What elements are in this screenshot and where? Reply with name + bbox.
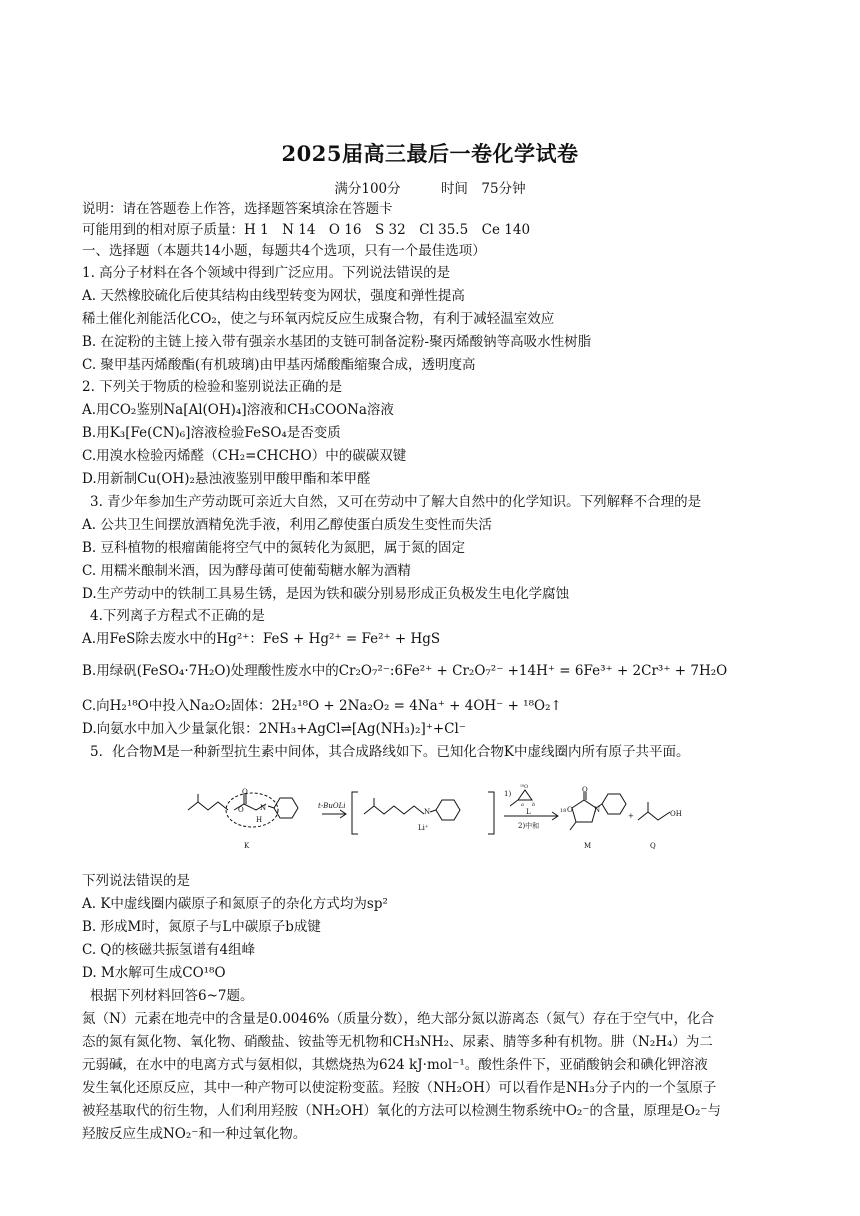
label-q: Q: [650, 842, 656, 850]
q1-option-b: B. 在淀粉的主链上接入带有强亲水基团的支链可制备淀粉-聚丙烯酸钠等高吸水性树脂: [82, 334, 592, 350]
oxazolidinone-M: [572, 800, 596, 822]
q5-option-b: B. 形成M时，氮原子与L中碳原子b成键: [82, 919, 321, 935]
q4-option-a: A.用FeS除去废水中的Hg²⁺：FeS + Hg²⁺ = Fe²⁺ + HgS: [82, 631, 441, 647]
intermediate-phenyl-ring: [436, 800, 460, 820]
q3-option-a: A. 公共卫生间摆放酒精免洗手液，利用乙醇使蛋白质发生变性而失活: [82, 517, 492, 533]
epoxide-18o: ¹⁸O: [520, 784, 529, 790]
k-atom-o-carbonyl: O: [242, 788, 248, 796]
isobutanol-Q: [638, 812, 670, 820]
k-atom-h: H: [256, 816, 263, 824]
k-atom-o: O: [238, 806, 244, 814]
k-atom-n: N: [260, 804, 267, 812]
q2-option-d: D.用新制Cu(OH)₂悬浊液鉴别甲酸甲酯和苯甲醛: [82, 471, 371, 487]
exam-meta: [0, 177, 860, 197]
label-a: a: [521, 802, 524, 808]
q3-option-c: C. 用糯米酿制米酒，因为酵母菌可使葡萄糖水解为酒精: [82, 563, 411, 579]
synthesis-scheme: [180, 784, 682, 862]
k-phenyl-ring: [274, 798, 298, 818]
q3-stem: 3. 青少年参加生产劳动既可亲近大自然，又可在劳动中了解大自然中的化学知识。下列解释不合理的是: [90, 494, 702, 510]
section-heading: 一、选择题（本题共14小题，每题共4个选项，只有一个最佳选项）: [82, 243, 486, 259]
passage-intro: 根据下列材料回答6~7题。: [90, 988, 254, 1004]
q2-option-c: C.用溴水检验丙烯醛（CH₂=CHCHO）中的碳碳双键: [82, 448, 407, 464]
intermediate-atom-n: N: [424, 808, 431, 816]
page-title: 2025届高三最后一卷化学试卷: [281, 141, 579, 166]
step-2-label: 2)中和: [518, 822, 540, 830]
q4-option-b: B.用绿矾(FeSO₄·7H₂O)处理酸性废水中的Cr₂O₇²⁻:6Fe²⁺ + Cr₂O₇²⁻ +14H⁺ = 6Fe³⁺ + 2Cr³⁺ + 7H₂O: [82, 663, 728, 679]
q2-option-b: B.用K₃[Fe(CN)₆]溶液检验FeSO₄是否变质: [82, 425, 341, 441]
k-dashed-circle: [226, 793, 278, 827]
passage-line: 发生氧化还原反应，其中一种产物可以使淀粉变蓝。羟胺（NH₂OH）可以看作是NH₃分子内的一个氢原子: [82, 1080, 717, 1096]
arrow-1: [322, 810, 346, 818]
q1-extra-line: 稀土催化剂能活化CO₂，使之与环氧丙烷反应生成聚合物，有利于减轻温室效应: [82, 311, 555, 327]
m-atom-o-carbonyl: O: [582, 786, 588, 794]
intermediate-atom-li: Li⁺: [418, 824, 429, 832]
reagent-tbuoli: t-BuOLi: [318, 802, 346, 810]
instructions: 说明：请在答题卷上作答，选择题答案填涂在答题卡: [82, 201, 393, 217]
q2-stem: 2. 下列关于物质的检验和鉴别说法正确的是: [82, 379, 343, 395]
q5-stem: 5．化合物M是一种新型抗生素中间体，其合成路线如下。已知化合物K中虚线圈内所有原子共平面。: [90, 744, 690, 760]
q5-option-c: C. Q的核磁共振氢谱有4组峰: [82, 942, 256, 958]
q1-stem: 1. 高分子材料在各个领域中得到广泛应用。下列说法错误的是: [82, 265, 451, 281]
q4-stem: 4.下列离子方程式不正确的是: [90, 608, 265, 624]
atomic-masses: 可能用到的相对原子质量：H 1 N 14 O 16 S 32 Cl 35.5 Ce 140: [82, 222, 531, 238]
k-isobutyl-chain: [188, 802, 228, 810]
time-limit: 时间 75分钟: [440, 181, 526, 197]
m-label-18: 18: [560, 808, 567, 814]
q4-option-c: C.向H₂¹⁸O中投入Na₂O₂固体：2H₂¹⁸O + 2Na₂O₂ = 4Na⁺ + 4OH⁻ + ¹⁸O₂↑: [82, 698, 562, 714]
arrow-2: [504, 812, 558, 820]
q-atom-oh: OH: [670, 810, 682, 818]
q5-option-d: D. M水解可生成CO¹⁸O: [82, 965, 226, 981]
q2-option-a: A.用CO₂鉴别Na[Al(OH)₄]溶液和CH₃COONa溶液: [82, 402, 394, 418]
m-phenyl-ring: [602, 794, 626, 814]
epoxide-L: [518, 790, 532, 800]
full-score: 满分100分: [334, 181, 401, 197]
intermediate-chain: [364, 806, 424, 814]
q1-option-a: A. 天然橡胶硫化后使其结构由线型转变为网状，强度和弹性提高: [82, 288, 465, 304]
passage-line: 态的氮有氮化物、氧化物、硝酸盐、铵盐等无机物和CH₃NH₂、尿素、腈等多种有机物。肼（N₂H₄）为二: [82, 1034, 713, 1050]
label-m: M: [584, 842, 592, 850]
q4-option-d: D.向氨水中加入少量氯化银：2NH₃+AgCl⇌[Ag(NH₃)₂]⁺+Cl⁻: [82, 721, 466, 737]
passage-line: 被羟基取代的衍生物，人们利用羟胺（NH₂OH）氧化的方法可以检测生物系统中O₂⁻的含量，原理是O₂⁻与: [82, 1103, 722, 1119]
q3-option-b: B. 豆科植物的根瘤菌能将空气中的氮转化为氮肥，属于氮的固定: [82, 540, 466, 556]
m-atom-n: N: [594, 806, 601, 814]
passage-line: 氮（N）元素在地壳中的含量是0.0046%（质量分数），绝大部分氮以游离态（氮气）存在于空气中，化合: [82, 1011, 715, 1027]
step-1-label: 1): [504, 790, 512, 798]
q1-option-c: C. 聚甲基丙烯酸酯(有机玻璃)由甲基丙烯酸酯缩聚合成，透明度高: [82, 357, 476, 373]
label-l: L: [526, 808, 531, 816]
q3-option-d: D.生产劳动中的铁制工具易生锈，是因为铁和碳分别易形成正负极发生电化学腐蚀: [82, 586, 570, 602]
passage-line: 元弱碱，在水中的电离方式与氨相似，其燃烧热为624 kJ·mol⁻¹。酸性条件下，亚硝酸钠会和碘化钾溶液: [82, 1057, 708, 1073]
q5-option-a: A. K中虚线圈内碳原子和氮原子的杂化方式均为sp²: [82, 896, 388, 912]
m-atom-o: O: [567, 806, 573, 814]
q5-lead: 下列说法错误的是: [82, 873, 190, 889]
label-b: b: [532, 802, 536, 808]
passage-line: 羟胺反应生成NO₂⁻和一种过氧化物。: [82, 1126, 307, 1142]
label-k: K: [244, 842, 250, 850]
plus-sign: +: [628, 812, 634, 820]
